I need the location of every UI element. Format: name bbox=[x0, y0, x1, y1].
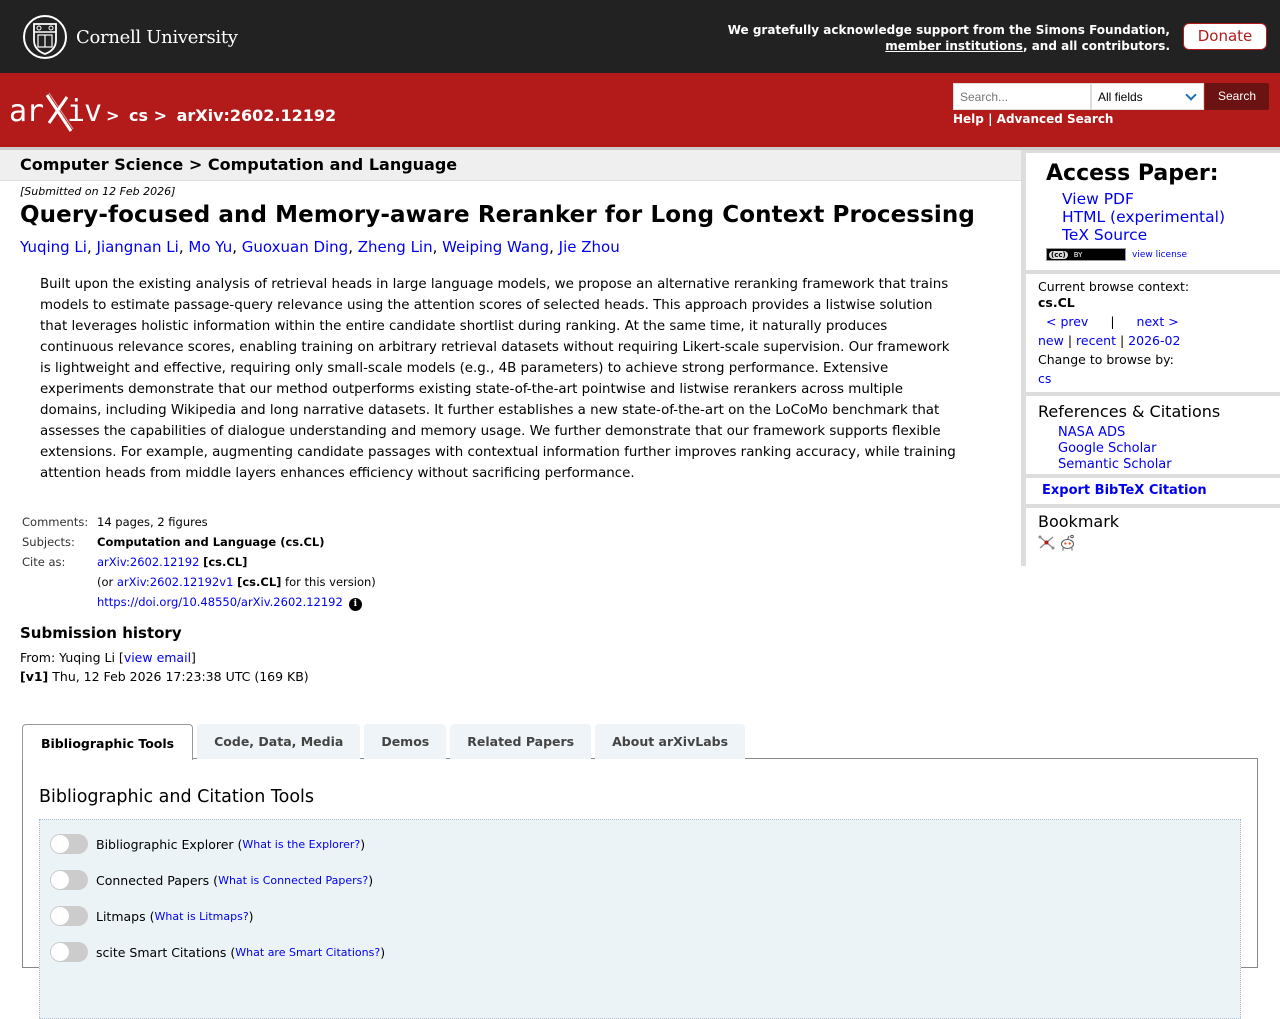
toggle-knob bbox=[51, 871, 69, 889]
tool-row: Connected Papers ( What is Connected Papers? ) bbox=[50, 862, 1230, 898]
access-paper-box bbox=[1026, 153, 1280, 270]
category-header: Computer Science > Computation and Language bbox=[0, 150, 1021, 181]
svg-text:ar: ar bbox=[9, 94, 44, 129]
tool-help-link[interactable]: What are Smart Citations? bbox=[235, 945, 381, 959]
submission-history bbox=[20, 648, 1021, 686]
access-paper-title: Access Paper: bbox=[1046, 161, 1219, 186]
comments-label: Comments: bbox=[22, 515, 89, 529]
search-input[interactable]: Search... bbox=[953, 83, 1091, 110]
search-field-select[interactable] bbox=[1091, 83, 1204, 110]
scite-toggle[interactable] bbox=[50, 942, 88, 962]
search-button[interactable]: Search bbox=[1205, 83, 1269, 110]
chevron-down-icon bbox=[1185, 89, 1196, 100]
main-content bbox=[0, 150, 1021, 686]
cc-by-license-icon[interactable] bbox=[1046, 248, 1126, 261]
bibliographic-tools-panel bbox=[22, 758, 1258, 968]
info-icon[interactable]: i bbox=[349, 598, 362, 611]
tab-bibliographic-tools[interactable]: Bibliographic Tools bbox=[22, 724, 193, 760]
tab-about-arxivlabs[interactable]: About arXivLabs bbox=[595, 724, 745, 759]
bibliographic-explorer-toggle[interactable] bbox=[50, 834, 88, 854]
arxivlabs-section bbox=[22, 724, 1258, 968]
top-bar bbox=[0, 0, 1280, 73]
tool-name: scite Smart Citations bbox=[96, 944, 227, 960]
member-institutions-link[interactable]: member institutions bbox=[885, 39, 1023, 53]
arxiv-logo-icon bbox=[9, 89, 101, 135]
reddit-icon[interactable] bbox=[1059, 534, 1076, 551]
nasa-ads-link[interactable]: NASA ADS bbox=[1058, 425, 1126, 440]
toggle-knob bbox=[51, 835, 69, 853]
version-detail: Thu, 12 Feb 2026 17:23:38 UTC (169 KB) bbox=[48, 669, 309, 684]
recent-link[interactable]: recent bbox=[1076, 333, 1116, 348]
doi-link[interactable]: https://doi.org/10.48550/arXiv.2602.12192 bbox=[97, 595, 343, 609]
version-prefix: (or bbox=[97, 575, 117, 589]
html-experimental-link[interactable]: HTML (experimental) bbox=[1062, 208, 1225, 226]
tool-help-link[interactable]: What is Connected Papers? bbox=[218, 873, 369, 887]
bracket: ] bbox=[191, 650, 196, 665]
search-field-value: All fields bbox=[1098, 90, 1143, 104]
bibsonomy-icon[interactable] bbox=[1038, 534, 1055, 551]
separator: | bbox=[1119, 333, 1125, 348]
author-link[interactable]: Guoxuan Ding bbox=[241, 238, 349, 256]
semantic-scholar-link[interactable]: Semantic Scholar bbox=[1058, 457, 1172, 472]
browse-context-box bbox=[1026, 274, 1280, 392]
support-message bbox=[728, 22, 1170, 54]
donate-button[interactable]: Donate bbox=[1183, 23, 1267, 50]
panel-title: Bibliographic and Citation Tools bbox=[39, 787, 315, 807]
bookmark-title: Bookmark bbox=[1038, 512, 1120, 531]
support-line-1: We gratefully acknowledge support from the Simons Foundation, bbox=[727, 23, 1170, 37]
google-scholar-link[interactable]: Google Scholar bbox=[1058, 441, 1157, 456]
author-link[interactable]: Jie Zhou bbox=[558, 238, 620, 256]
connected-papers-toggle[interactable] bbox=[50, 870, 88, 890]
view-pdf-link[interactable]: View PDF bbox=[1062, 190, 1134, 208]
tool-name: Bibliographic Explorer bbox=[96, 836, 234, 852]
submission-history-title: Submission history bbox=[20, 624, 182, 642]
cornell-brand: Cornell University bbox=[76, 26, 238, 48]
tool-name: Litmaps bbox=[96, 908, 146, 924]
tool-name: Connected Papers bbox=[96, 872, 210, 888]
breadcrumb-paper-id: arXiv:2602.12192 bbox=[176, 106, 337, 125]
breadcrumb-sep: > bbox=[106, 106, 120, 125]
cc-mark: (cc) bbox=[1051, 250, 1066, 259]
subjects-label: Subjects: bbox=[22, 535, 75, 549]
subjects-value: Computation and Language (cs.CL) bbox=[97, 535, 325, 549]
version-id-link[interactable]: arXiv:2602.12192v1 bbox=[116, 575, 234, 589]
sidebar bbox=[1021, 150, 1280, 566]
version-category: [cs.CL] bbox=[237, 575, 282, 589]
author-link[interactable]: Yuqing Li bbox=[20, 238, 87, 256]
submission-date: [Submitted on 12 Feb 2026] bbox=[20, 185, 176, 198]
browse-context-value: cs.CL bbox=[1038, 295, 1075, 310]
svg-text:iv: iv bbox=[67, 94, 101, 129]
toggle-knob bbox=[51, 943, 69, 961]
tool-row: Litmaps ( What is Litmaps? ) bbox=[50, 898, 1230, 934]
tool-help-link[interactable]: What is Litmaps? bbox=[154, 909, 249, 923]
month-link[interactable]: 2026-02 bbox=[1128, 333, 1181, 348]
author-link[interactable]: Mo Yu bbox=[188, 238, 233, 256]
cornell-seal-icon bbox=[22, 14, 68, 60]
tab-related-papers[interactable]: Related Papers bbox=[450, 724, 591, 759]
references-links bbox=[1038, 425, 1280, 473]
change-browse-label: Change to browse by: bbox=[1038, 352, 1174, 367]
cite-label: Cite as: bbox=[22, 555, 66, 569]
abstract: Built upon the existing analysis of retrieval heads in large language models, we propose an alternative reranking framework that trains models to estimate passage-query relevance using the attention scores of selected heads. This approach provides a listwise solution that leverages holistic information within the entire candidate shortlist during ranking. At the same time, it naturally produces continuous relevance scores, enabling training on arbitrary retrieval datasets without requiring Likert-scale supervision. Our framework is lightweight and effective, requiring only small-scale models (e.g., 4B parameters) to achieve strong performance. Extensive experiments demonstrate that our method outperforms existing state-of-the-art pointwise and listwise rerankers across multiple domains, including Wikipedia and long narrative datasets. It further establishes a new state-of-the-art on the LoCoMo benchmark that assesses the capabilities of dialogue understanding and memory usage. We further demonstrate that our framework supports flexible extensions. For example, augmenting candidate passages with contextual information further improves ranking accuracy, while training attention heads from middle layers enhances efficiency without sacrificing performance. bbox=[40, 277, 956, 481]
tab-code-data-media[interactable]: Code, Data, Media bbox=[197, 724, 360, 759]
author-link[interactable]: Jiangnan Li bbox=[96, 238, 179, 256]
breadcrumb bbox=[106, 106, 340, 125]
separator: | bbox=[1067, 333, 1073, 348]
separator: | bbox=[1110, 314, 1115, 329]
browse-context-label: Current browse context: bbox=[1038, 279, 1190, 294]
cite-category: [cs.CL] bbox=[203, 555, 248, 569]
help-link[interactable]: Help bbox=[953, 112, 984, 126]
separator: | bbox=[988, 112, 993, 126]
breadcrumb-cs[interactable]: cs bbox=[128, 106, 148, 125]
references-title: References & Citations bbox=[1038, 402, 1221, 421]
search-form bbox=[953, 83, 1269, 110]
tool-row: Bibliographic Explorer ( What is the Explorer? ) bbox=[50, 826, 1230, 862]
next-link[interactable]: next > bbox=[1136, 314, 1179, 329]
prev-link[interactable]: < prev bbox=[1046, 314, 1089, 329]
license bbox=[1046, 248, 1280, 261]
references-box bbox=[1026, 396, 1280, 474]
comments-value: 14 pages, 2 figures bbox=[97, 515, 208, 529]
labs-tabs bbox=[22, 724, 1258, 759]
help-links bbox=[953, 112, 1113, 126]
toggle-knob bbox=[51, 907, 69, 925]
view-email-link[interactable]: view email bbox=[123, 650, 192, 665]
subjects-row bbox=[20, 532, 378, 552]
access-links bbox=[1038, 190, 1280, 244]
metadata-table bbox=[20, 512, 378, 614]
author-list: Yuqing Li, Jiangnan Li, Mo Yu, Guoxuan Ding, Zheng Lin, Weiping Wang, Jie Zhou bbox=[20, 238, 620, 256]
from-label: From: Yuqing Li [ bbox=[20, 650, 124, 665]
cite-row bbox=[20, 552, 378, 614]
view-license-link[interactable]: view license bbox=[1132, 249, 1188, 260]
version-suffix: for this version) bbox=[281, 575, 376, 589]
support-line-2: , and all contributors. bbox=[1022, 39, 1170, 53]
tab-demos[interactable]: Demos bbox=[364, 724, 446, 759]
advanced-search-link[interactable]: Advanced Search bbox=[996, 112, 1114, 126]
author-link[interactable]: Weiping Wang bbox=[442, 238, 550, 256]
version-tag-link[interactable]: [v1] bbox=[20, 669, 49, 684]
bookmark-icons bbox=[1038, 534, 1280, 551]
tex-source-link[interactable]: TeX Source bbox=[1062, 226, 1148, 244]
cornell-logo-link[interactable] bbox=[22, 14, 238, 60]
tool-row: scite Smart Citations ( What are Smart Citations? ) bbox=[50, 934, 1230, 970]
author-link[interactable]: Zheng Lin bbox=[357, 238, 433, 256]
litmaps-toggle[interactable] bbox=[50, 906, 88, 926]
bookmark-box bbox=[1026, 508, 1280, 566]
new-link[interactable]: new bbox=[1038, 333, 1064, 348]
export-bibtex-link[interactable]: Export BibTeX Citation bbox=[1042, 483, 1207, 498]
arxiv-header bbox=[0, 73, 1280, 150]
tool-help-link[interactable]: What is the Explorer? bbox=[242, 837, 361, 851]
bibtex-box bbox=[1026, 478, 1280, 504]
tools-list bbox=[39, 819, 1241, 1019]
breadcrumb-sep: > bbox=[153, 106, 167, 125]
by-mark: BY bbox=[1073, 250, 1083, 259]
paper-title: Query-focused and Memory-aware Reranker for Long Context Processing bbox=[20, 202, 975, 228]
comments-row bbox=[20, 512, 378, 532]
cite-id-link[interactable]: arXiv:2602.12192 bbox=[97, 555, 200, 569]
arxiv-logo-link[interactable] bbox=[9, 89, 101, 139]
browse-cs-link[interactable]: cs bbox=[1038, 371, 1052, 386]
